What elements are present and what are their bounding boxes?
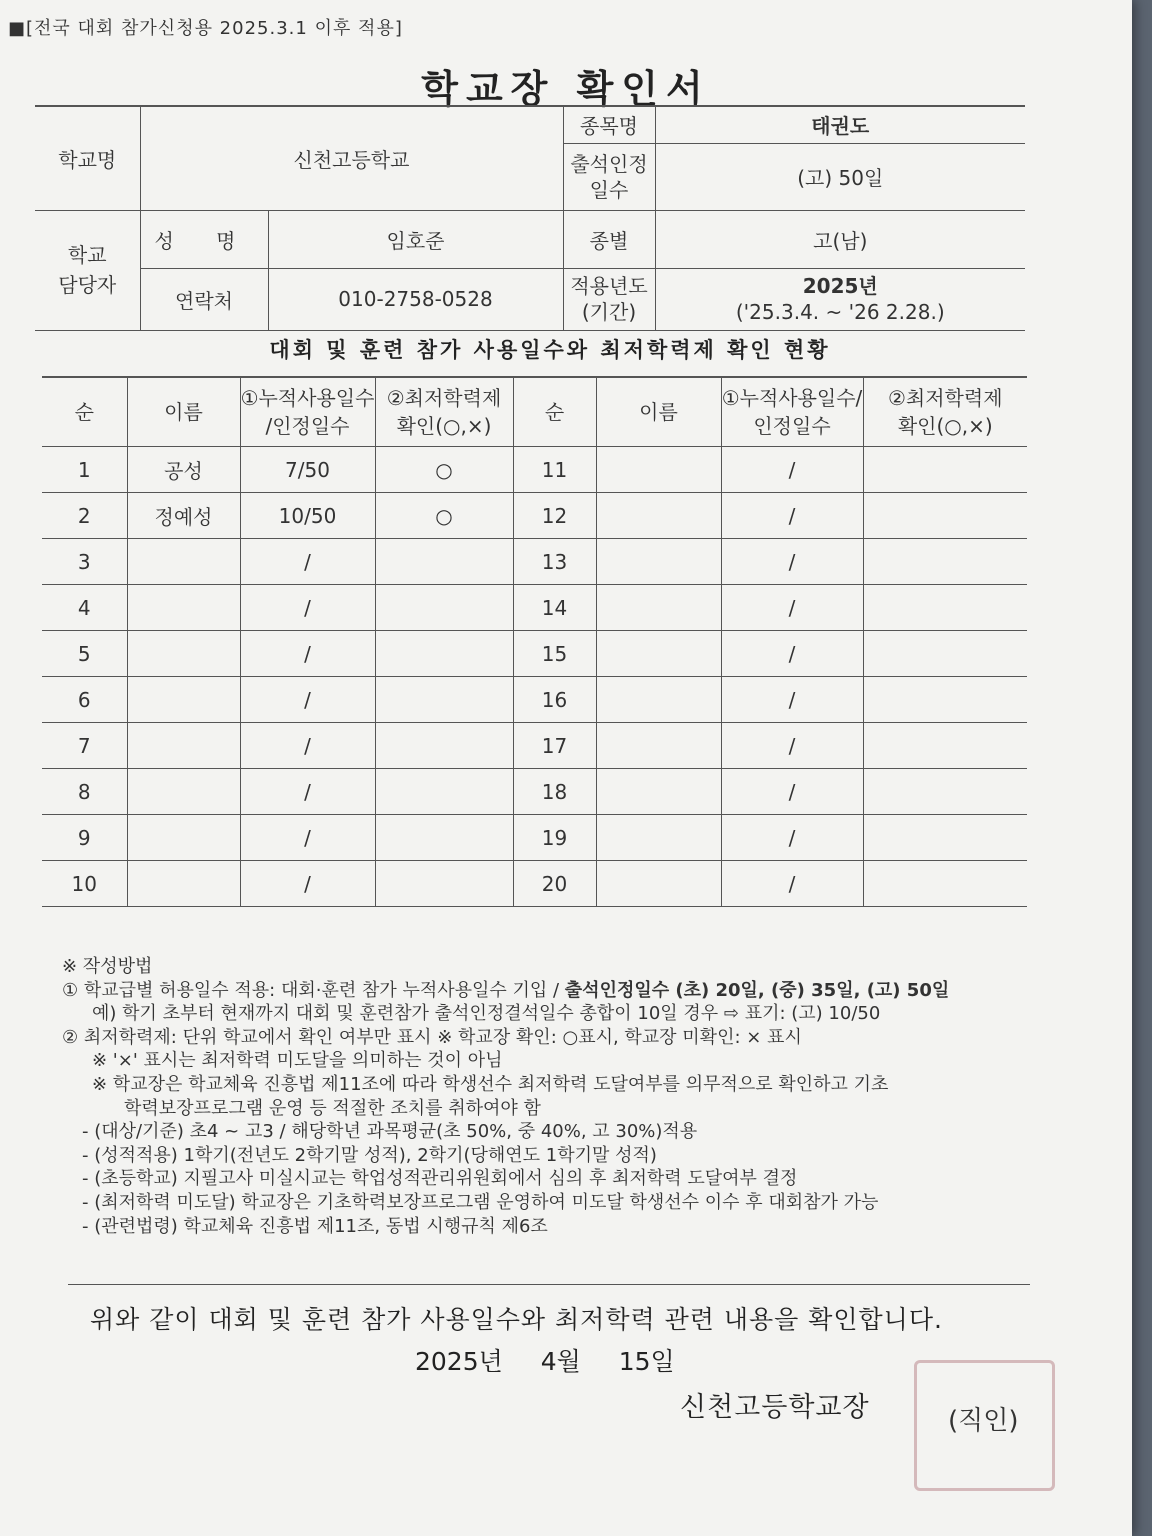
- table-row: [42, 815, 1027, 861]
- cell-no: 1: [42, 447, 127, 493]
- instruction-line: - (관련법령) 학교체육 진흥법 제11조, 동법 시행규칙 제6조: [82, 1215, 548, 1237]
- cell-name-r: [596, 861, 721, 907]
- cell-name: [127, 723, 240, 769]
- cell-name-r: [596, 723, 721, 769]
- cell-no: 10: [42, 861, 127, 907]
- section-title: 대회 및 훈련 참가 사용일수와 최저학력제 확인 현황: [269, 338, 831, 362]
- issue-date: [415, 1342, 675, 1378]
- cell-check: [375, 861, 513, 907]
- cell-check: [375, 769, 513, 815]
- cell-name: [127, 539, 240, 585]
- divider: [68, 1284, 1030, 1285]
- instruction-line: ② 최저학력제: 단위 학교에서 확인 여부만 표시 ※ 학교장 확인: ○표시, 학교장 미확인: × 표시: [62, 1026, 802, 1048]
- cell-check: [375, 539, 513, 585]
- cell-days-r: /: [721, 723, 863, 769]
- contact-value: 010-2758-0528: [268, 268, 563, 330]
- cell-days: /: [240, 539, 375, 585]
- cell-check: [375, 585, 513, 631]
- school-info-table: [35, 105, 1025, 331]
- cell-no-r: 17: [513, 723, 596, 769]
- cell-days: /: [240, 723, 375, 769]
- cell-check-r: [863, 769, 1027, 815]
- cell-days: /: [240, 585, 375, 631]
- cell-name-r: [596, 631, 721, 677]
- cell-check: [375, 631, 513, 677]
- cell-name: [127, 677, 240, 723]
- cell-no-r: 14: [513, 585, 596, 631]
- category-label: 종별: [563, 210, 655, 268]
- cell-check: ○: [375, 447, 513, 493]
- cell-no: 9: [42, 815, 127, 861]
- cell-no-r: 11: [513, 447, 596, 493]
- instruction-line: - (성적적용) 1학기(전년도 2학기말 성적), 2학기(당해연도 1학기말 성적): [82, 1144, 657, 1166]
- col-check-header: ②최저학력제 확인(○,×): [375, 377, 513, 447]
- table-row: [42, 677, 1027, 723]
- cell-name: [127, 861, 240, 907]
- cell-days-r: /: [721, 585, 863, 631]
- instruction-line: - (초등학교) 지필고사 미실시교는 학업성적관리위원회에서 심의 후 최저학력 도달여부 결정: [82, 1168, 798, 1190]
- cell-days: /: [240, 631, 375, 677]
- cell-days-r: /: [721, 539, 863, 585]
- school-name-value: 신천고등학교: [140, 106, 563, 210]
- cell-name: [127, 631, 240, 677]
- instruction-line: 예) 학기 초부터 현재까지 대회 및 훈련참가 출석인정결석일수 총합이 10일 경우 ⇨ 표기: (고) 10/50: [92, 1003, 881, 1025]
- instruction-line: ※ 학교장은 학교체육 진흥법 제11조에 따라 학생선수 최저학력 도달여부를 의무적으로 확인하고 기초: [92, 1073, 889, 1095]
- category-value: 고(남): [655, 210, 1025, 268]
- cell-name-r: [596, 769, 721, 815]
- contact-label: 연락처: [140, 268, 268, 330]
- table-row: [42, 493, 1027, 539]
- cell-name: [127, 585, 240, 631]
- form-version-tag: ■[전국 대회 참가신청용 2025.3.1 이후 적용]: [8, 18, 403, 39]
- instruction-line: ※ '×' 표시는 최저학력 미도달을 의미하는 것이 아님: [92, 1050, 503, 1072]
- cell-check-r: [863, 539, 1027, 585]
- cell-days-r: /: [721, 769, 863, 815]
- cell-days: /: [240, 677, 375, 723]
- cell-days: 7/50: [240, 447, 375, 493]
- cell-no: 6: [42, 677, 127, 723]
- cell-check: ○: [375, 493, 513, 539]
- table-row: [42, 723, 1027, 769]
- cell-name-r: [596, 539, 721, 585]
- cell-no-r: 16: [513, 677, 596, 723]
- cell-no-r: 18: [513, 769, 596, 815]
- cell-check-r: [863, 631, 1027, 677]
- col-days-right-header: ①누적사용일수/ 인정일수: [721, 377, 863, 447]
- date-month: 4월: [540, 1347, 581, 1376]
- instructions: [62, 955, 1062, 1238]
- col-no-right-header: 순: [513, 377, 596, 447]
- cell-no-r: 19: [513, 815, 596, 861]
- cell-check: [375, 677, 513, 723]
- signer-name: 신천고등학교장: [680, 1392, 870, 1423]
- instruction-line: - (최저학력 미도달) 학교장은 기초학력보장프로그램 운영하여 미도달 학생선수 이수 후 대회참가 가능: [82, 1191, 879, 1213]
- cell-name: [127, 815, 240, 861]
- cell-no: 3: [42, 539, 127, 585]
- cell-check: [375, 723, 513, 769]
- name-label: 성 명: [140, 210, 268, 268]
- year-value: 2025년 ('25.3.4. ~ '26 2.28.): [655, 268, 1025, 330]
- cell-name-r: [596, 585, 721, 631]
- cell-check-r: [863, 677, 1027, 723]
- school-name-label: 학교명: [35, 106, 140, 210]
- cell-check: [375, 815, 513, 861]
- sport-value: 태권도: [655, 106, 1025, 143]
- confirmation-statement: 위와 같이 대회 및 훈련 참가 사용일수와 최저학력 관련 내용을 확인합니다.: [90, 1305, 943, 1334]
- cell-no: 2: [42, 493, 127, 539]
- manager-label: 학교 담당자: [35, 210, 140, 330]
- attendance-days-label: 출석인정 일수: [563, 143, 655, 210]
- participation-table: [42, 376, 1027, 907]
- cell-name-r: [596, 493, 721, 539]
- table-header-row: [42, 377, 1027, 447]
- instruction-line: 학력보장프로그램 운영 등 적절한 조치를 취하여야 함: [124, 1097, 541, 1119]
- document-title: 학교장 확인서: [421, 67, 711, 111]
- cell-check-r: [863, 861, 1027, 907]
- cell-no: 5: [42, 631, 127, 677]
- col-check-right-header: ②최저학력제 확인(○,×): [863, 377, 1027, 447]
- cell-name-r: [596, 815, 721, 861]
- cell-check-r: [863, 815, 1027, 861]
- instructions-heading: ※ 작성방법: [62, 956, 153, 977]
- cell-days-r: /: [721, 447, 863, 493]
- cell-name-r: [596, 447, 721, 493]
- attendance-days-value: (고) 50일: [655, 143, 1025, 210]
- cell-name-r: [596, 677, 721, 723]
- sport-label: 종목명: [563, 106, 655, 143]
- table-row: [42, 631, 1027, 677]
- cell-no: 7: [42, 723, 127, 769]
- year-label: 적용년도 (기간): [563, 268, 655, 330]
- table-row: [42, 769, 1027, 815]
- instruction-line: ① 학교급별 허용일수 적용: 대회·훈련 참가 누적사용일수 기입 / 출석인정일수 (초) 20일, (중) 35일, (고) 50일: [62, 979, 950, 1001]
- cell-days: /: [240, 861, 375, 907]
- table-row: [42, 861, 1027, 907]
- col-days-header: ①누적사용일수 /인정일수: [240, 377, 375, 447]
- cell-check-r: [863, 493, 1027, 539]
- cell-check-r: [863, 447, 1027, 493]
- cell-name: 정예성: [127, 493, 240, 539]
- name-value: 임호준: [268, 210, 563, 268]
- cell-check-r: [863, 585, 1027, 631]
- table-row: [42, 539, 1027, 585]
- cell-no-r: 13: [513, 539, 596, 585]
- cell-days-r: /: [721, 631, 863, 677]
- col-no-header: 순: [42, 377, 127, 447]
- cell-no: 8: [42, 769, 127, 815]
- cell-days-r: /: [721, 861, 863, 907]
- cell-days: 10/50: [240, 493, 375, 539]
- cell-days-r: /: [721, 677, 863, 723]
- date-year: 2025년: [415, 1347, 503, 1376]
- cell-name: 공성: [127, 447, 240, 493]
- seal-label: (직인): [948, 1406, 1019, 1436]
- col-name-right-header: 이름: [596, 377, 721, 447]
- cell-check-r: [863, 723, 1027, 769]
- cell-no-r: 20: [513, 861, 596, 907]
- cell-days-r: /: [721, 493, 863, 539]
- cell-days-r: /: [721, 815, 863, 861]
- cell-no-r: 15: [513, 631, 596, 677]
- col-name-header: 이름: [127, 377, 240, 447]
- table-row: [42, 447, 1027, 493]
- cell-name: [127, 769, 240, 815]
- cell-days: /: [240, 815, 375, 861]
- cell-days: /: [240, 769, 375, 815]
- cell-no: 4: [42, 585, 127, 631]
- instruction-line: - (대상/기준) 초4 ~ 고3 / 해당학년 과목평균(초 50%, 중 40%, 고 30%)적용: [82, 1121, 698, 1143]
- cell-no-r: 12: [513, 493, 596, 539]
- table-row: [42, 585, 1027, 631]
- date-day: 15일: [618, 1347, 675, 1376]
